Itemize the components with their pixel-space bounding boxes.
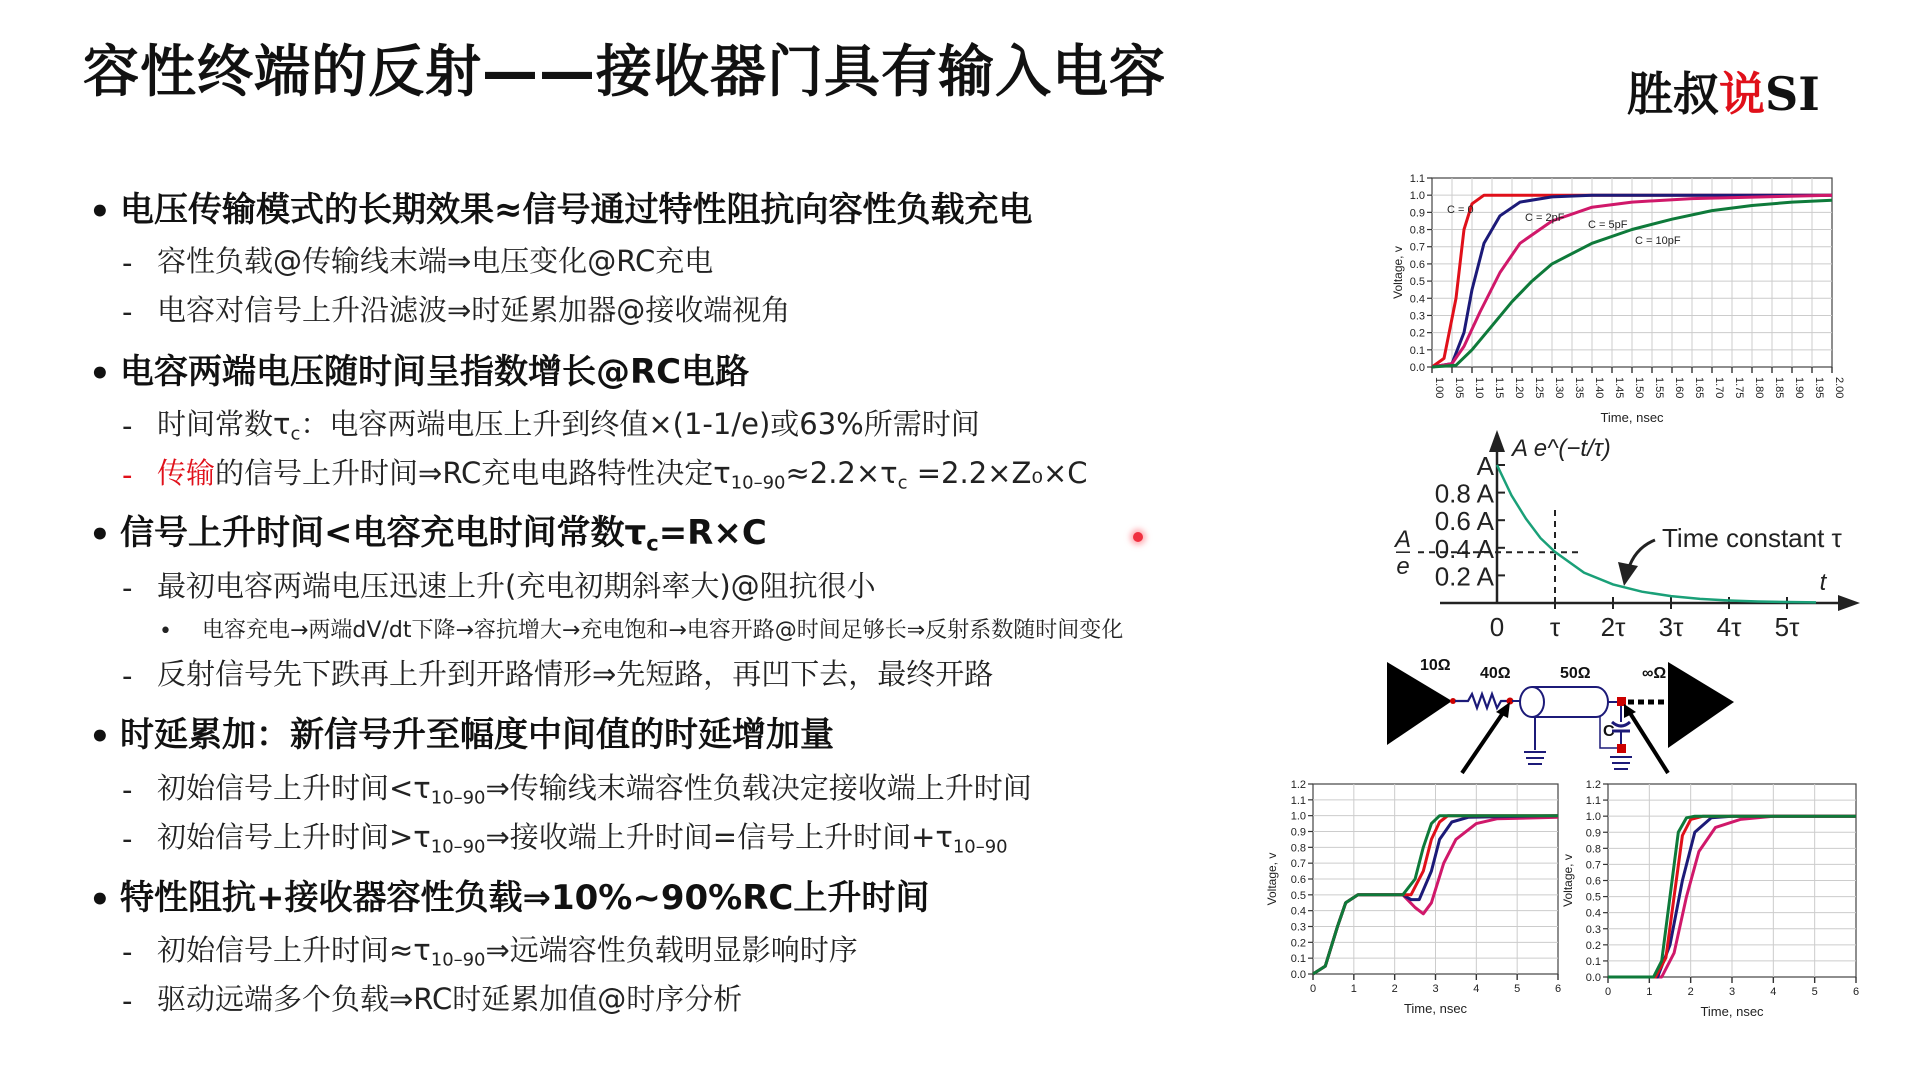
- y-tick-label: 1.1: [1585, 795, 1601, 808]
- x-tick-label: 5: [1514, 983, 1521, 995]
- text-run: 电容充电→两端dV/dt下降→容抗增大→充电饱和→电容开路@时间足够长⇒反射系数随时间变化: [202, 617, 1124, 643]
- text-run: 信号上升时间<电容充电时间常数τ: [120, 513, 647, 554]
- y-tick-label: 1.0: [1409, 190, 1425, 203]
- x-tick-label: 1.30: [1553, 377, 1565, 399]
- subscript: c: [897, 472, 908, 494]
- bullet-marker: •: [89, 353, 111, 394]
- x-tick-label: 1.45: [1613, 377, 1625, 399]
- x-axis-arrow-icon: [1838, 595, 1860, 611]
- x-tick-label: 1.00: [1433, 377, 1445, 399]
- text-run: 初始信号上升时间>τ: [157, 820, 431, 855]
- dash-marker: -: [122, 983, 133, 1018]
- dash-marker: -: [122, 408, 133, 443]
- text-run: 最初电容两端电压迅速上升(充电初期斜率大)@阻抗很小: [157, 569, 876, 604]
- receiver-buffer-icon: [1668, 662, 1734, 748]
- text-run: 反射信号先下跌再上升到开路情形⇒先短路，再凹下去，最终开路: [157, 657, 994, 692]
- y-tick-label: 0.4 A: [1434, 533, 1494, 564]
- x-tick-label: 2.00: [1833, 377, 1845, 399]
- text-run: 特性阻抗+接收器容性负载⇒10%~90%RC上升时间: [120, 878, 930, 919]
- x-tick-label: 1.85: [1773, 377, 1785, 399]
- y-tick-label: 0.4: [1409, 293, 1425, 306]
- y-axis-arrow-icon: [1489, 430, 1505, 452]
- x-tick-label: 2: [1391, 983, 1398, 995]
- x-tick-label: 1.90: [1793, 377, 1805, 399]
- dash-marker: -: [122, 457, 133, 492]
- x-tick-label: 1.35: [1573, 377, 1585, 399]
- x-tick-label: 1.95: [1813, 377, 1825, 399]
- y-axis-label: Voltage, v: [1265, 852, 1279, 906]
- y-tick-label: 0.0: [1290, 969, 1306, 981]
- x-tick-label: 1.65: [1693, 377, 1705, 399]
- circuit-label: 10Ω: [1420, 657, 1451, 674]
- x-tick-label: 6: [1554, 983, 1562, 995]
- annotation-arrowhead-icon: [1618, 562, 1638, 586]
- x-tick-label: 1.50: [1633, 377, 1645, 399]
- x-axis-label: Time, nsec: [1600, 410, 1664, 425]
- a-over-e-denominator: e: [1396, 553, 1410, 581]
- x-axis-label: Time, nsec: [1403, 1001, 1468, 1016]
- text-run: 初始信号上升时间<τ: [157, 771, 431, 806]
- x-tick-label: 1: [1350, 983, 1357, 995]
- y-tick-label: 0.8: [1409, 224, 1425, 237]
- y-tick-label: 0.3: [1409, 310, 1425, 323]
- bullet-marker: •: [159, 618, 172, 644]
- y-axis-label: Voltage, v: [1391, 246, 1405, 299]
- logo-text-3: SI: [1765, 67, 1820, 121]
- y-tick-label: 0.3: [1290, 921, 1306, 934]
- text-run: 初始信号上升时间≈τ: [157, 933, 431, 968]
- y-tick-label: 0.1: [1290, 953, 1306, 966]
- y-tick-label: 1.0: [1290, 810, 1306, 823]
- x-tick-label: 5τ: [1774, 612, 1800, 642]
- text-run: ：电容两端电压上升到终值×(1-1/e)或63%所需时间: [300, 407, 980, 442]
- y-tick-label: 0.2: [1585, 939, 1601, 952]
- y-tick-label: 0.2 A: [1434, 561, 1494, 592]
- text-run: 容性负载@传输线末端⇒电压变化@RC充电: [157, 244, 714, 279]
- dash-marker: -: [122, 821, 133, 856]
- x-tick-label: 0: [1604, 986, 1612, 998]
- x-tick-label: 4: [1770, 986, 1777, 998]
- text-run: 电容两端电压随时间呈指数增长@RC电路: [120, 352, 750, 393]
- dash-marker: -: [122, 245, 133, 280]
- subscript: 10–90: [430, 836, 486, 858]
- y-tick-label: 0.8 A: [1434, 478, 1494, 509]
- text-run: 时间常数τ: [157, 407, 291, 442]
- x-tick-label: 2: [1687, 986, 1694, 998]
- bullet-marker: •: [89, 879, 111, 920]
- circuit-label: 40Ω: [1480, 665, 1511, 682]
- capacitor-plate: [1612, 722, 1630, 726]
- y-tick-label: 1.2: [1585, 779, 1601, 791]
- t-axis-label: t: [1819, 569, 1827, 596]
- text-run: 的信号上升时间⇒RC充电电路特性决定τ: [215, 456, 731, 491]
- function-label: A e^(−t/τ): [1512, 435, 1611, 462]
- y-tick-label: 0.8: [1585, 843, 1601, 856]
- x-tick-label: 3τ: [1658, 612, 1684, 642]
- x-tick-label: 0: [1489, 612, 1505, 642]
- series-label: C = 10pF: [1635, 235, 1681, 247]
- y-tick-label: 0.2: [1409, 327, 1425, 340]
- y-tick-label: 0.7: [1409, 241, 1425, 254]
- y-tick-label: 0.7: [1290, 858, 1306, 871]
- transmission-line-end: [1520, 687, 1544, 717]
- y-tick-label: 0.9: [1290, 826, 1306, 839]
- text-run: ⇒传输线末端容性负载决定接收端上升时间: [485, 771, 1032, 806]
- subscript: 10–90: [730, 472, 786, 494]
- x-tick-label: 1.60: [1673, 377, 1685, 399]
- text-run: ≈2.2×τ: [785, 456, 898, 491]
- x-axis-label: Time, nsec: [1700, 1004, 1764, 1019]
- x-tick-label: 5: [1811, 986, 1818, 998]
- subscript: 10–90: [952, 836, 1008, 858]
- x-tick-label: 6: [1852, 986, 1860, 998]
- y-tick-label: 0.6: [1409, 258, 1425, 271]
- circuit-label: ∞Ω: [1642, 665, 1667, 682]
- y-tick-label: 0.9: [1585, 827, 1601, 840]
- y-axis-label: Voltage, v: [1561, 854, 1575, 907]
- subscript: c: [290, 423, 301, 445]
- bullet-marker: •: [89, 514, 111, 555]
- y-tick-label: 0.1: [1409, 344, 1425, 357]
- text-run: 驱动远端多个负载⇒RC时延累加值@时序分析: [157, 982, 743, 1017]
- y-tick-label: 0.6 A: [1434, 506, 1494, 537]
- y-tick-label: 0.4: [1290, 905, 1306, 918]
- y-tick-label: 0.9: [1409, 207, 1425, 220]
- dash-marker: -: [122, 294, 133, 329]
- x-tick-label: 1.05: [1453, 377, 1465, 399]
- x-tick-label: 4τ: [1716, 612, 1742, 642]
- arrow-near-end: [1462, 710, 1505, 773]
- y-tick-label: 0.5: [1409, 276, 1425, 289]
- y-tick-label: 0.0: [1585, 972, 1601, 984]
- y-tick-label: 0.6: [1290, 874, 1306, 886]
- y-tick-label: 0.8: [1290, 842, 1306, 855]
- y-tick-label: 0.5: [1585, 891, 1601, 904]
- text-run: ⇒远端容性负载明显影响时序: [485, 933, 858, 968]
- x-tick-label: 2τ: [1600, 612, 1626, 642]
- dash-marker: -: [122, 658, 133, 693]
- x-tick-label: 1.10: [1473, 377, 1485, 399]
- subscript: 10–90: [430, 949, 486, 971]
- text-run: 传输: [157, 456, 216, 491]
- x-tick-label: 3: [1728, 986, 1736, 998]
- x-tick-label: 1: [1646, 986, 1653, 998]
- driver-buffer-icon: [1387, 662, 1452, 745]
- arrow-far-end: [1630, 713, 1668, 773]
- bullet-marker: •: [89, 716, 111, 757]
- y-tick-label: 0.7: [1585, 859, 1601, 872]
- subscript: c: [646, 530, 659, 556]
- x-tick-label: 4: [1473, 983, 1480, 995]
- text-run: 电容对信号上升沿滤波⇒时延累加器@接收端视角: [157, 293, 791, 328]
- a-over-e-numerator: A: [1394, 526, 1412, 554]
- y-tick-label: A: [1476, 451, 1494, 481]
- y-tick-label: 0.2: [1290, 937, 1306, 950]
- dash-marker: -: [122, 934, 133, 969]
- y-tick-label: 1.2: [1290, 779, 1306, 791]
- resistor-icon: [1455, 694, 1512, 708]
- text-run: 电压传输模式的长期效果≈信号通过特性阻抗向容性负载充电: [120, 190, 1033, 231]
- y-tick-label: 0.6: [1585, 875, 1601, 888]
- x-tick-label: 1.55: [1653, 377, 1665, 399]
- x-tick-label: 1.70: [1713, 377, 1725, 399]
- circuit-label: 50Ω: [1560, 665, 1591, 682]
- series-label: C = 0: [1447, 204, 1474, 216]
- dash-marker: -: [122, 570, 133, 605]
- text-run: =2.2×Z₀×C: [907, 456, 1088, 491]
- node-dot: [1617, 744, 1626, 753]
- x-tick-label: τ: [1549, 612, 1561, 642]
- subscript: 10–90: [430, 787, 486, 809]
- logo-text-2: 说: [1719, 67, 1765, 121]
- x-tick-label: 1.25: [1533, 377, 1545, 399]
- y-tick-label: 1.1: [1409, 173, 1425, 185]
- y-tick-label: 0.3: [1585, 923, 1601, 936]
- y-tick-label: 0.5: [1290, 889, 1306, 902]
- x-tick-label: 3: [1432, 983, 1439, 995]
- circuit-label: C: [1603, 723, 1615, 740]
- x-tick-label: 0: [1309, 983, 1317, 995]
- x-tick-label: 1.15: [1493, 377, 1505, 399]
- y-tick-label: 0.4: [1585, 907, 1601, 920]
- x-tick-label: 1.80: [1753, 377, 1765, 399]
- text-run: ⇒接收端上升时间=信号上升时间+τ: [485, 820, 953, 855]
- y-tick-label: 0.0: [1409, 362, 1425, 374]
- series-label: C = 5pF: [1588, 219, 1628, 231]
- y-tick-label: 0.1: [1585, 955, 1601, 968]
- y-tick-label: 1.1: [1290, 794, 1306, 807]
- time-constant-annotation: Time constant τ: [1662, 523, 1842, 553]
- text-run: =R×C: [658, 513, 767, 554]
- y-tick-label: 1.0: [1585, 811, 1601, 824]
- x-tick-label: 1.75: [1733, 377, 1745, 399]
- series-label: C = 2pF: [1525, 212, 1565, 224]
- x-tick-label: 1.40: [1593, 377, 1605, 399]
- x-tick-label: 1.20: [1513, 377, 1525, 399]
- dash-marker: -: [122, 772, 133, 807]
- text-run: 时延累加：新信号升至幅度中间值的时延增加量: [120, 715, 834, 756]
- slide-title: 容性终端的反射——接收器门具有输入电容: [83, 40, 1166, 105]
- logo-text-1: 胜叔: [1627, 67, 1719, 121]
- bullet-marker: •: [89, 191, 111, 232]
